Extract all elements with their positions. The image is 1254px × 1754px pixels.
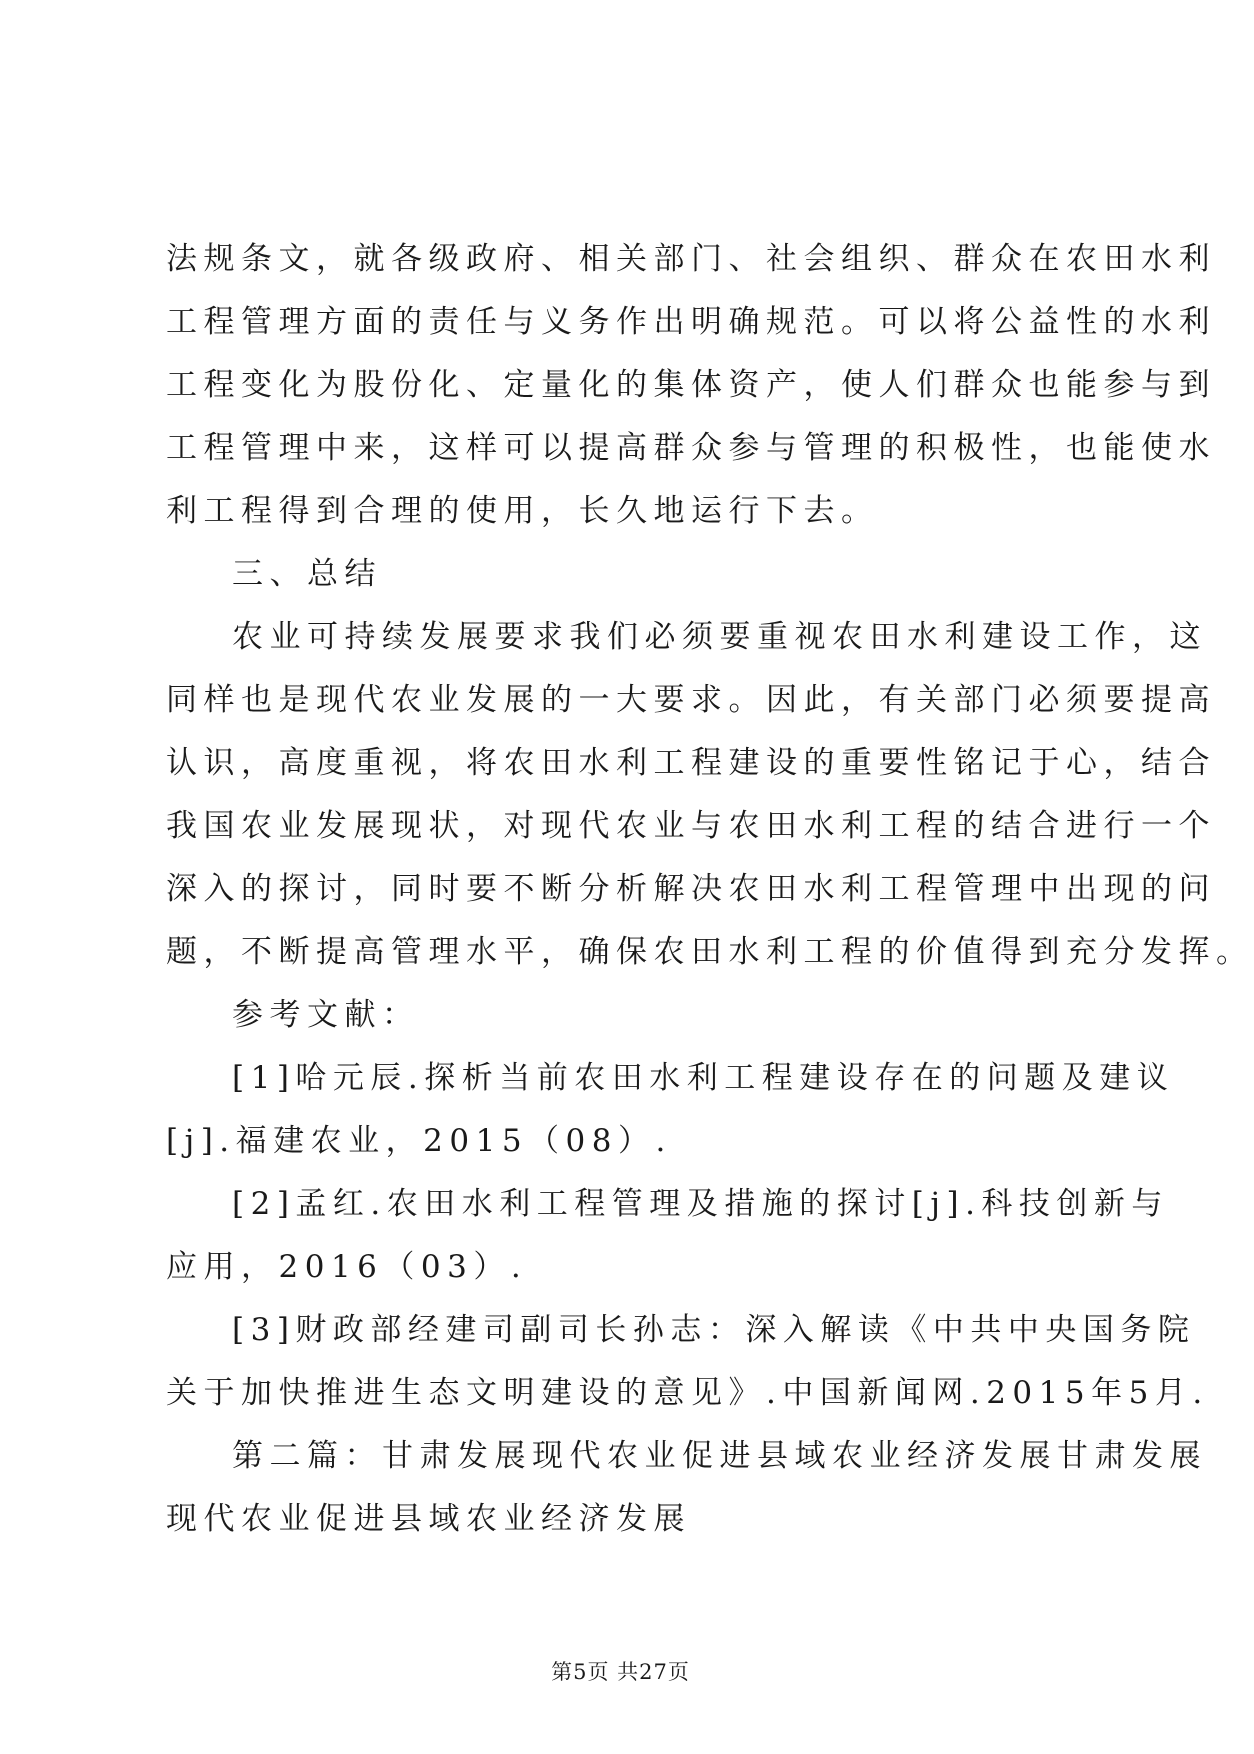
chapter-title-line: 第二篇：甘肃发展现代农业促进县域农业经济发展甘肃发展 [232,1438,1207,1474]
reference-line: [1]哈元辰.探析当前农田水利工程建设存在的问题及建议 [232,1060,1175,1096]
body-line: 工程管理中来，这样可以提高群众参与管理的积极性，也能使水 [166,430,1216,466]
body-line: 题，不断提高管理水平，确保农田水利工程的价值得到充分发挥。 [166,934,1254,970]
reference-line: [3]财政部经建司副司长孙志：深入解读《中共中央国务院 [232,1312,1196,1348]
body-line: 法规条文，就各级政府、相关部门、社会组织、群众在农田水利 [166,241,1216,277]
body-line: 农业可持续发展要求我们必须要重视农田水利建设工作，这 [232,619,1207,655]
document-body [166,228,1254,1551]
body-line: 深入的探讨，同时要不断分析解决农田水利工程管理中出现的问 [166,871,1216,907]
references-heading: 参考文献： [232,997,420,1033]
body-line: 同样也是现代农业发展的一大要求。因此，有关部门必须要提高 [166,682,1216,718]
reference-line: 应用，2016（03）. [166,1249,528,1285]
reference-line: [j].福建农业，2015（08）. [166,1123,672,1159]
chapter-title-line: 现代农业促进县域农业经济发展 [166,1501,691,1537]
reference-line: 关于加快推进生态文明建设的意见》.中国新闻网.2015年5月. [166,1375,1209,1411]
body-line: 工程管理方面的责任与义务作出明确规范。可以将公益性的水利 [166,304,1216,340]
section-heading: 三、总结 [232,556,382,592]
body-line: 认识，高度重视，将农田水利工程建设的重要性铭记于心，结合 [166,745,1216,781]
body-line: 工程变化为股份化、定量化的集体资产，使人们群众也能参与到 [166,367,1216,403]
body-line: 我国农业发展现状，对现代农业与农田水利工程的结合进行一个 [166,808,1216,844]
page-number-footer: 第5页 共27页 [551,1660,690,1684]
reference-line: [2]孟红.农田水利工程管理及措施的探讨[j].科技创新与 [232,1186,1169,1222]
body-line: 利工程得到合理的使用，长久地运行下去。 [166,493,879,529]
